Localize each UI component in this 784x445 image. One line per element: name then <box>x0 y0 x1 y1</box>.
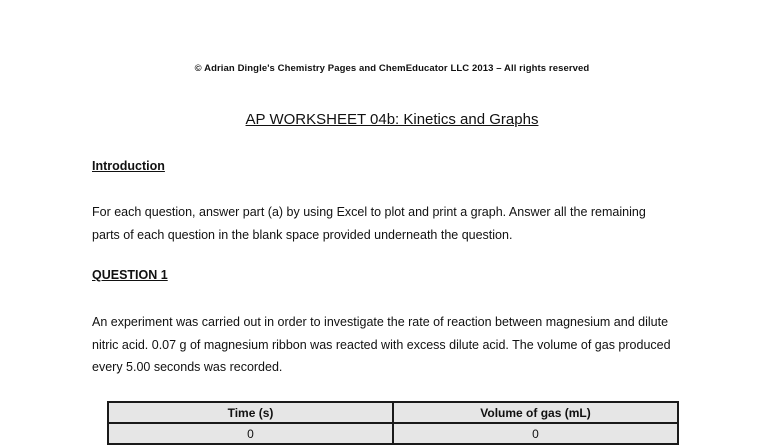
cell-volume: 0 <box>393 423 678 444</box>
introduction-line: parts of each question in the blank space provided underneath the question. <box>92 227 513 242</box>
time-volume-table <box>107 401 679 445</box>
question-1-heading: QUESTION 1 <box>92 268 168 282</box>
question-line: every 5.00 seconds was recorded. <box>92 360 283 374</box>
introduction-text <box>92 201 646 246</box>
page-title: AP WORKSHEET 04b: Kinetics and Graphs <box>245 111 539 128</box>
introduction-heading: Introduction <box>92 159 165 173</box>
cell-time: 0 <box>108 423 393 444</box>
introduction-line: For each question, answer part (a) by using Excel to plot and print a graph. Answer all the remaining <box>92 205 646 219</box>
copyright-notice: © Adrian Dingle's Chemistry Pages and ChemEducator LLC 2013 – All rights reserved <box>194 63 590 74</box>
header-volume: Volume of gas (mL) <box>393 402 678 423</box>
table-header-row <box>108 402 678 423</box>
question-1-text <box>92 311 671 379</box>
question-line: nitric acid. 0.07 g of magnesium ribbon was reacted with excess dilute acid. The volume of gas produced <box>92 337 671 352</box>
question-line: An experiment was carried out in order to investigate the rate of reaction between magnesium and dilute <box>92 315 669 329</box>
header-time: Time (s) <box>108 402 393 423</box>
